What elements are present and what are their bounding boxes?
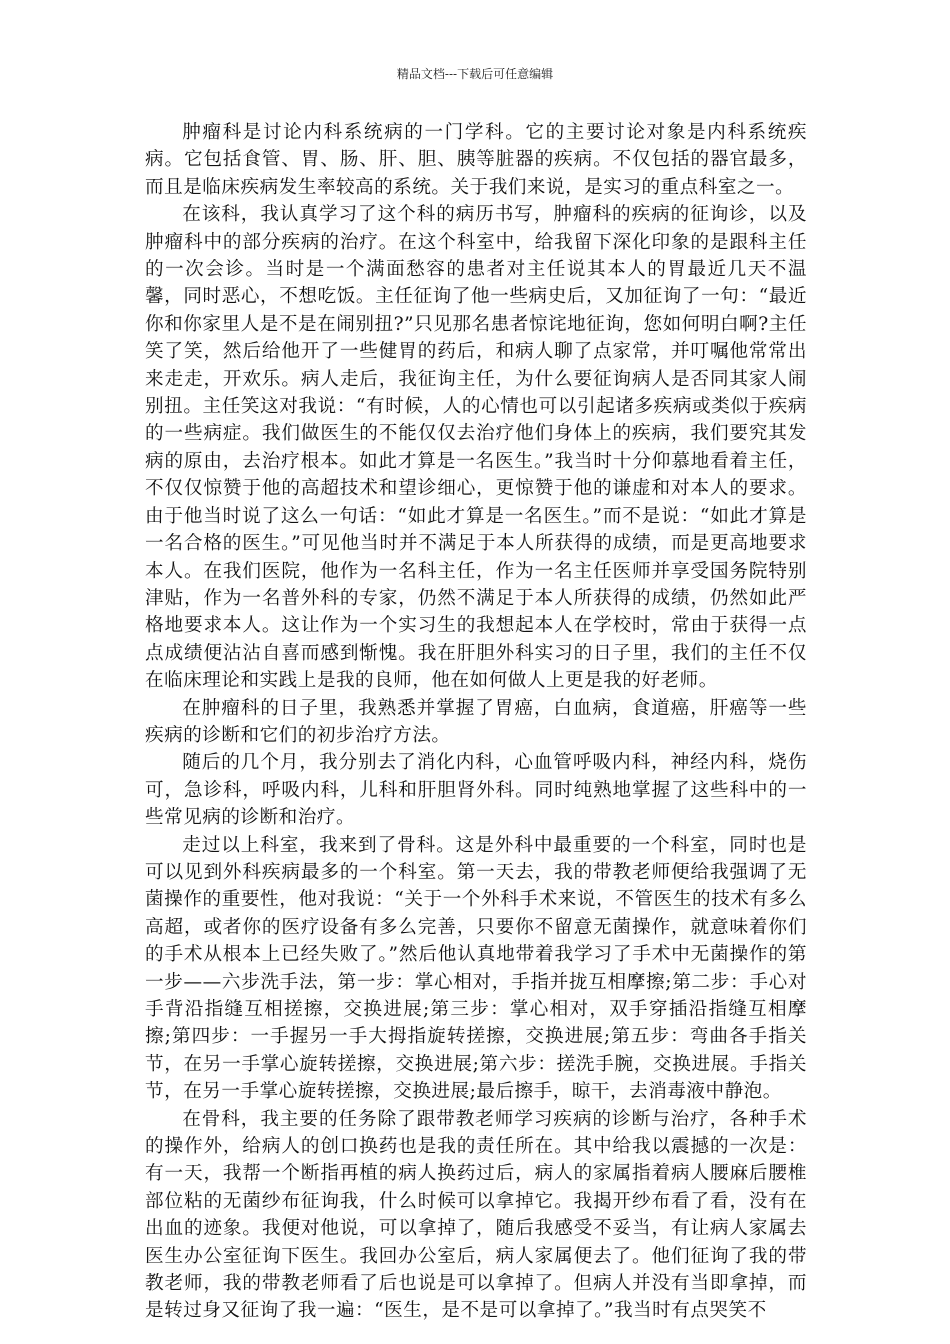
paragraph-consultation: 在该科，我认真学习了这个科的病历书写，肿瘤科的疾病的征询诊，以及肿瘤科中的部分疾病的治疗。在这个科室中，给我留下深化印象的是跟科主任的一次会诊。当时是一个满面愁容的患者对主任说其本人的胃最近几天不温馨，同时恶心，不想吃饭。主任征询了他一些病史后，又加征询了一句：“最近你和你家里人是不是在闹别扭?”只见那名患者惊诧地征询，您如何明白啊?主任笑了笑，然后给他开了一些健胃的药后，和病人聊了点家常，并叮嘱他常常出来走走，开欢乐。病人走后，我征询主任，为什么要征询病人是否同其家人闹别扭。主任笑这对我说：“有时候，人的心情也可以引起诸多疾病或类似于疾病的一些病症。我们做医生的不能仅仅去治疗他们身体上的疾病，我们要究其发病的原由，去治疗根本。如此才算是一名医生。”我当时十分仰慕地看着主任，不仅仅惊赞于他的高超技术和望诊细心，更惊赞于他的谦虚和对本人的要求。由于他当时说了这么一句话：“如此才算是一名医生。”而不是说：“如此才算是一名合格的医生。”可见他当时并不满足于本人所获得的成绩，而是更高地要求本人。在我们医院，他作为一名科主任，作为一名主任医师并享受国务院特别津贴，作为一名普外科的专家，仍然不满足于本人所获得的成绩，仍然如此严格地要求本人。这让作为一个实习生的我想起本人在学校时，常由于获得一点点成绩便沾沾自喜而感到惭愧。我在肝胆外科实习的日子里，我们的主任不仅在临床理论和实践上是我的良师，他在如何做人上更是我的好老师。 [145,204,807,692]
paragraph-dressing-change: 在骨科，我主要的任务除了跟带教老师学习疾病的诊断与治疗，各种手术的操作外，给病人的创口换药也是我的责任所在。其中给我以震撼的一次是：有一天，我帮一个断指再植的病人换药过后，病人的家属指着病人腰麻后腰椎部位粘的无菌纱布征询我，什么时候可以拿掉它。我揭开纱布看了看，没有在出血的迹象。我便对他说，可以拿掉了，随后我感受不妥当，有让病人家属去医生办公室征询下医生。我回办公室后，病人家属便去了。他们征询了我的带教老师，我的带教老师看了后也说是可以拿掉了。但病人并没有当即拿掉，而是转过身又征询了我一遍：“医生，是不是可以拿掉了。”我当时有点哭笑不 [145,1108,807,1322]
body-text [145,119,807,1325]
paragraph-orthopedics: 走过以上科室，我来到了骨科。这是外科中最重要的一个科室，同时也是可以见到外科疾病最多的一个科室。第一天去，我的带教老师便给我强调了无菌操作的重要性，他对我说：“关于一个外科手术来说，不管医生的技术有多么高超，或者你的医疗设备有多么完善，只要你不留意无菌操作，就意味着你们的手术从根本上已经失败了。”然后他认真地带着我学习了手术中无菌操作的第一步——六步洗手法，第一步：掌心相对，手指并拢互相摩擦;第二步：手心对手背沿指缝互相搓擦，交换进展;第三步：掌心相对，双手穿插沿指缝互相摩擦;第四步：一手握另一手大拇指旋转搓擦，交换进展;第五步：弯曲各手指关节，在另一手掌心旋转搓擦，交换进展;第六步：搓洗手腕，交换进展。手指关节，在另一手掌心旋转搓擦，交换进展;最后擦手，晾干，去消毒液中静泡。 [145,834,807,1103]
paragraph-oncology-skills: 在肿瘤科的日子里，我熟悉并掌握了胃癌，白血病，食道癌，肝癌等一些疾病的诊断和它们的初步治疗方法。 [145,697,807,746]
paragraph-oncology-intro: 肿瘤科是讨论内科系统病的一门学科。它的主要讨论对象是内科系统疾病。它包括食管、胃、肠、肝、胆、胰等脏器的疾病。不仅包括的器官最多，而且是临床疾病发生率较高的系统。关于我们来说，是实习的重点科室之一。 [145,122,807,198]
paragraph-rotations: 随后的几个月，我分别去了消化内科，心血管呼吸内科，神经内科，烧伤可，急诊科，呼吸内科，儿科和肝胆肾外科。同时纯熟地掌握了这些科中的一些常见病的诊断和治疗。 [145,752,807,829]
page-header: 精品文档---下载后可任意编辑 [396,67,554,81]
